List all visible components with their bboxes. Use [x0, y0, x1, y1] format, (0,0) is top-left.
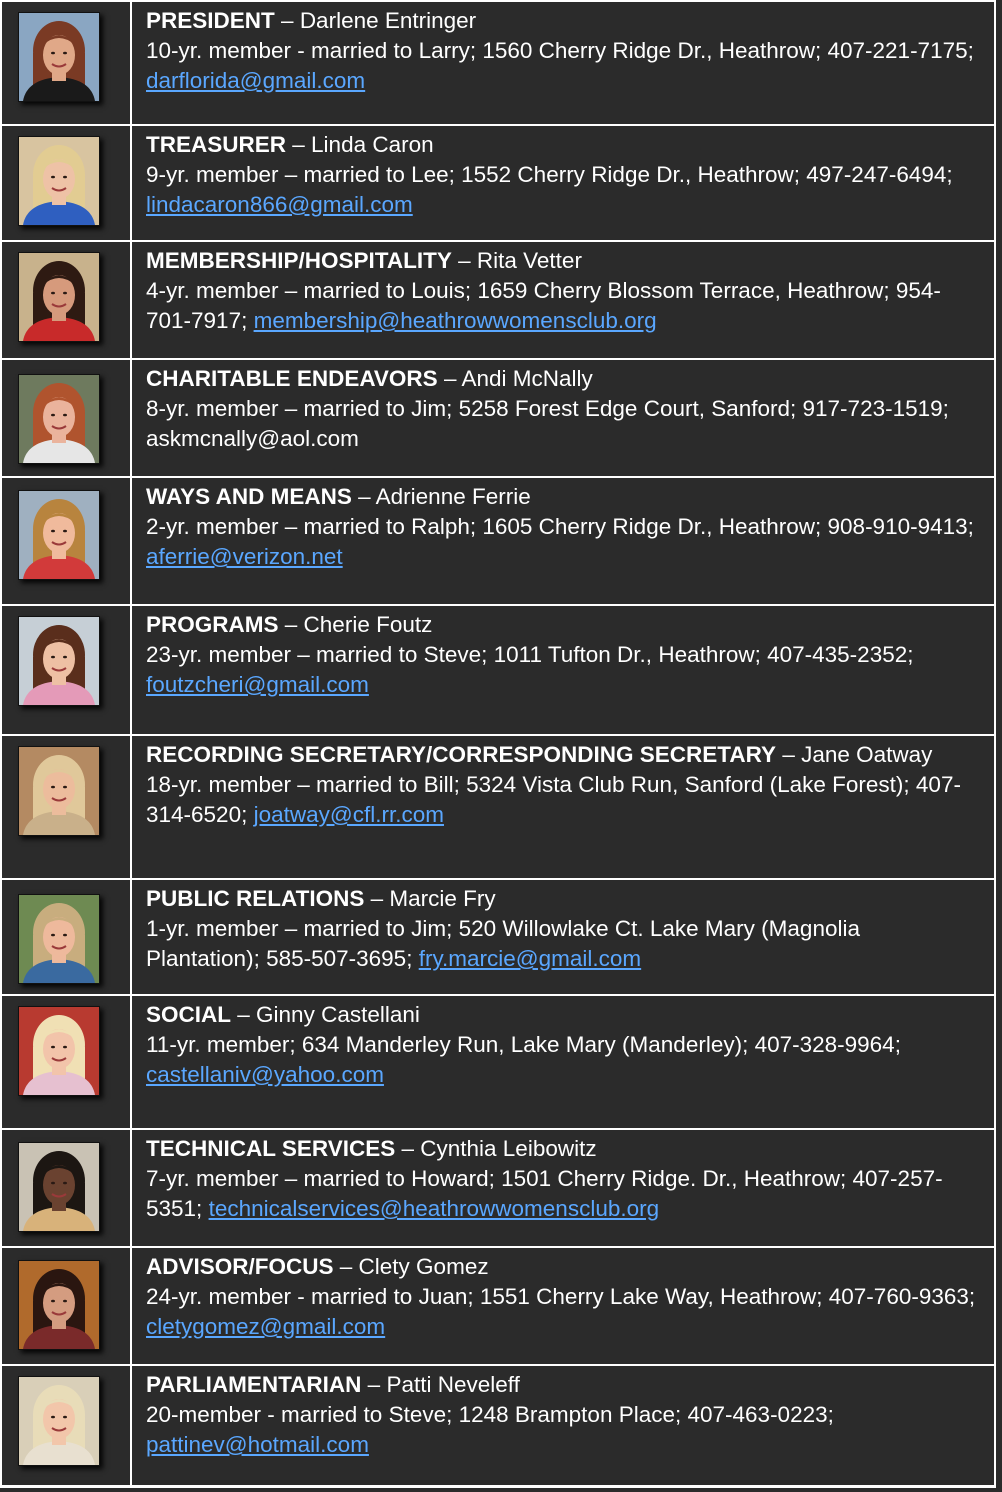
officer-role: RECORDING SECRETARY/CORRESPONDING SECRETARY — [146, 742, 777, 767]
role-separator: – — [274, 8, 300, 33]
photo-cell — [2, 1130, 132, 1246]
officer-role: SOCIAL — [146, 1002, 232, 1027]
role-separator: – — [361, 1372, 387, 1397]
officer-portrait-photo — [18, 1260, 100, 1350]
officer-row — [2, 478, 996, 606]
officer-row — [2, 126, 996, 242]
email-link[interactable]: pattinev@hotmail.com — [146, 1432, 369, 1457]
photo-cell — [2, 736, 132, 878]
officer-row — [2, 2, 996, 126]
officer-portrait-photo — [18, 252, 100, 342]
officer-name: Patti Neveleff — [386, 1372, 520, 1397]
photo-cell — [2, 1366, 132, 1487]
email-link[interactable]: foutzcheri@gmail.com — [146, 672, 369, 697]
officer-info — [146, 610, 980, 700]
photo-cell — [2, 2, 132, 124]
officer-role: PROGRAMS — [146, 612, 279, 637]
photo-cell — [2, 1248, 132, 1364]
officer-name: Clety Gomez — [358, 1254, 489, 1279]
email-link[interactable]: castellaniv@yahoo.com — [146, 1062, 384, 1087]
officer-info — [146, 130, 980, 220]
email-link[interactable]: cletygomez@gmail.com — [146, 1314, 386, 1339]
officer-row — [2, 880, 996, 996]
officer-name: Marcie Fry — [389, 886, 496, 911]
officer-portrait-photo — [18, 12, 100, 102]
officer-row — [2, 1248, 996, 1366]
officer-name: Rita Vetter — [476, 248, 582, 273]
officer-info — [146, 246, 980, 336]
officer-info — [146, 482, 980, 572]
officer-portrait-photo — [18, 894, 100, 984]
photo-cell — [2, 606, 132, 734]
role-separator: – — [333, 1254, 359, 1279]
officer-details: 20-member - married to Steve; 1248 Brampton Place; 407-463-0223; — [146, 1402, 834, 1427]
role-separator: – — [278, 612, 304, 637]
officer-name: Cherie Foutz — [303, 612, 433, 637]
officer-details: 24-yr. member - married to Juan; 1551 Cherry Lake Way, Heathrow; 407-760-9363; — [146, 1284, 976, 1309]
role-separator: – — [437, 366, 462, 391]
officer-name: Linda Caron — [311, 132, 434, 157]
officer-row — [2, 736, 996, 880]
officer-portrait-photo — [18, 374, 100, 464]
officer-role: PRESIDENT — [146, 8, 275, 33]
email-link[interactable]: technicalservices@heathrowwomensclub.org — [208, 1196, 660, 1221]
officer-info — [146, 6, 980, 96]
email-link[interactable]: joatway@cfl.rr.com — [253, 802, 444, 827]
officer-info — [146, 1252, 980, 1342]
officer-details: 9-yr. member – married to Lee; 1552 Cherry Ridge Dr., Heathrow; 497-247-6494; — [146, 162, 953, 187]
officer-info — [146, 884, 980, 974]
email-link[interactable]: aferrie@verizon.net — [146, 544, 343, 569]
role-separator: – — [286, 132, 312, 157]
officer-role: MEMBERSHIP/HOSPITALITY — [146, 248, 452, 273]
officer-details: 1-yr. member – married to Jim; 520 Willowlake Ct. Lake Mary (Magnolia Plantation); 585-507-3695; — [146, 916, 860, 971]
officer-row — [2, 1366, 996, 1487]
officer-portrait-photo — [18, 1376, 100, 1466]
officer-role: ADVISOR/FOCUS — [146, 1254, 334, 1279]
officer-role: WAYS AND MEANS — [146, 484, 352, 509]
officer-info — [146, 1134, 980, 1224]
officer-details: 7-yr. member – married to Howard; 1501 Cherry Ridge. Dr., Heathrow; 407-257-5351; — [146, 1166, 943, 1221]
role-separator: – — [776, 742, 802, 767]
officer-row — [2, 606, 996, 736]
officer-info — [146, 740, 980, 830]
officer-name: Andi McNally — [461, 366, 593, 391]
email-link[interactable]: lindacaron866@gmail.com — [146, 192, 413, 217]
officer-name: Darlene Entringer — [299, 8, 477, 33]
photo-cell — [2, 360, 132, 476]
photo-cell — [2, 242, 132, 358]
officer-details: 2-yr. member – married to Ralph; 1605 Cherry Ridge Dr., Heathrow; 908-910-9413; — [146, 514, 974, 539]
officer-row — [2, 242, 996, 360]
officer-info — [146, 1000, 980, 1090]
officer-name: Jane Oatway — [801, 742, 933, 767]
officer-row — [2, 996, 996, 1130]
role-separator: – — [451, 248, 477, 273]
officer-row — [2, 1130, 996, 1248]
officer-details: 10-yr. member - married to Larry; 1560 Cherry Ridge Dr., Heathrow; 407-221-7175; — [146, 38, 974, 63]
officer-details: 23-yr. member – married to Steve; 1011 Tufton Dr., Heathrow; 407-435-2352; — [146, 642, 914, 667]
officer-details: 18-yr. member – married to Bill; 5324 Vista Club Run, Sanford (Lake Forest); 407-314-6520; — [146, 772, 961, 827]
officer-row — [2, 360, 996, 478]
officer-portrait-photo — [18, 1006, 100, 1096]
officer-role: TECHNICAL SERVICES — [146, 1136, 396, 1161]
officer-info — [146, 1370, 980, 1460]
officer-portrait-photo — [18, 1142, 100, 1232]
officer-role: TREASURER — [146, 132, 287, 157]
email-link[interactable]: darflorida@gmail.com — [146, 68, 366, 93]
officer-portrait-photo — [18, 136, 100, 226]
role-separator: – — [364, 886, 390, 911]
officer-name: Cynthia Leibowitz — [420, 1136, 597, 1161]
officer-name: Ginny Castellani — [256, 1002, 420, 1027]
role-separator: – — [395, 1136, 421, 1161]
email-link[interactable]: fry.marcie@gmail.com — [418, 946, 642, 971]
role-separator: – — [231, 1002, 257, 1027]
officer-role: PARLIAMENTARIAN — [146, 1372, 362, 1397]
role-separator: – — [351, 484, 376, 509]
officer-details: 8-yr. member – married to Jim; 5258 Forest Edge Court, Sanford; 917-723-1519; askmcnally@aol.com — [146, 396, 949, 451]
officer-details: 4-yr. member – married to Louis; 1659 Cherry Blossom Terrace, Heathrow; 954-701-7917; — [146, 278, 941, 333]
officer-name: Adrienne Ferrie — [375, 484, 531, 509]
officer-role: CHARITABLE ENDEAVORS — [146, 366, 438, 391]
officer-role: PUBLIC RELATIONS — [146, 886, 365, 911]
photo-cell — [2, 996, 132, 1128]
officer-portrait-photo — [18, 746, 100, 836]
photo-cell — [2, 126, 132, 240]
officer-details: 11-yr. member; 634 Manderley Run, Lake Mary (Manderley); 407-328-9964; — [146, 1032, 901, 1057]
photo-cell — [2, 880, 132, 994]
email-link[interactable]: membership@heathrowwomensclub.org — [253, 308, 657, 333]
officer-info — [146, 364, 980, 454]
officer-portrait-photo — [18, 616, 100, 706]
photo-cell — [2, 478, 132, 604]
officer-portrait-photo — [18, 490, 100, 580]
